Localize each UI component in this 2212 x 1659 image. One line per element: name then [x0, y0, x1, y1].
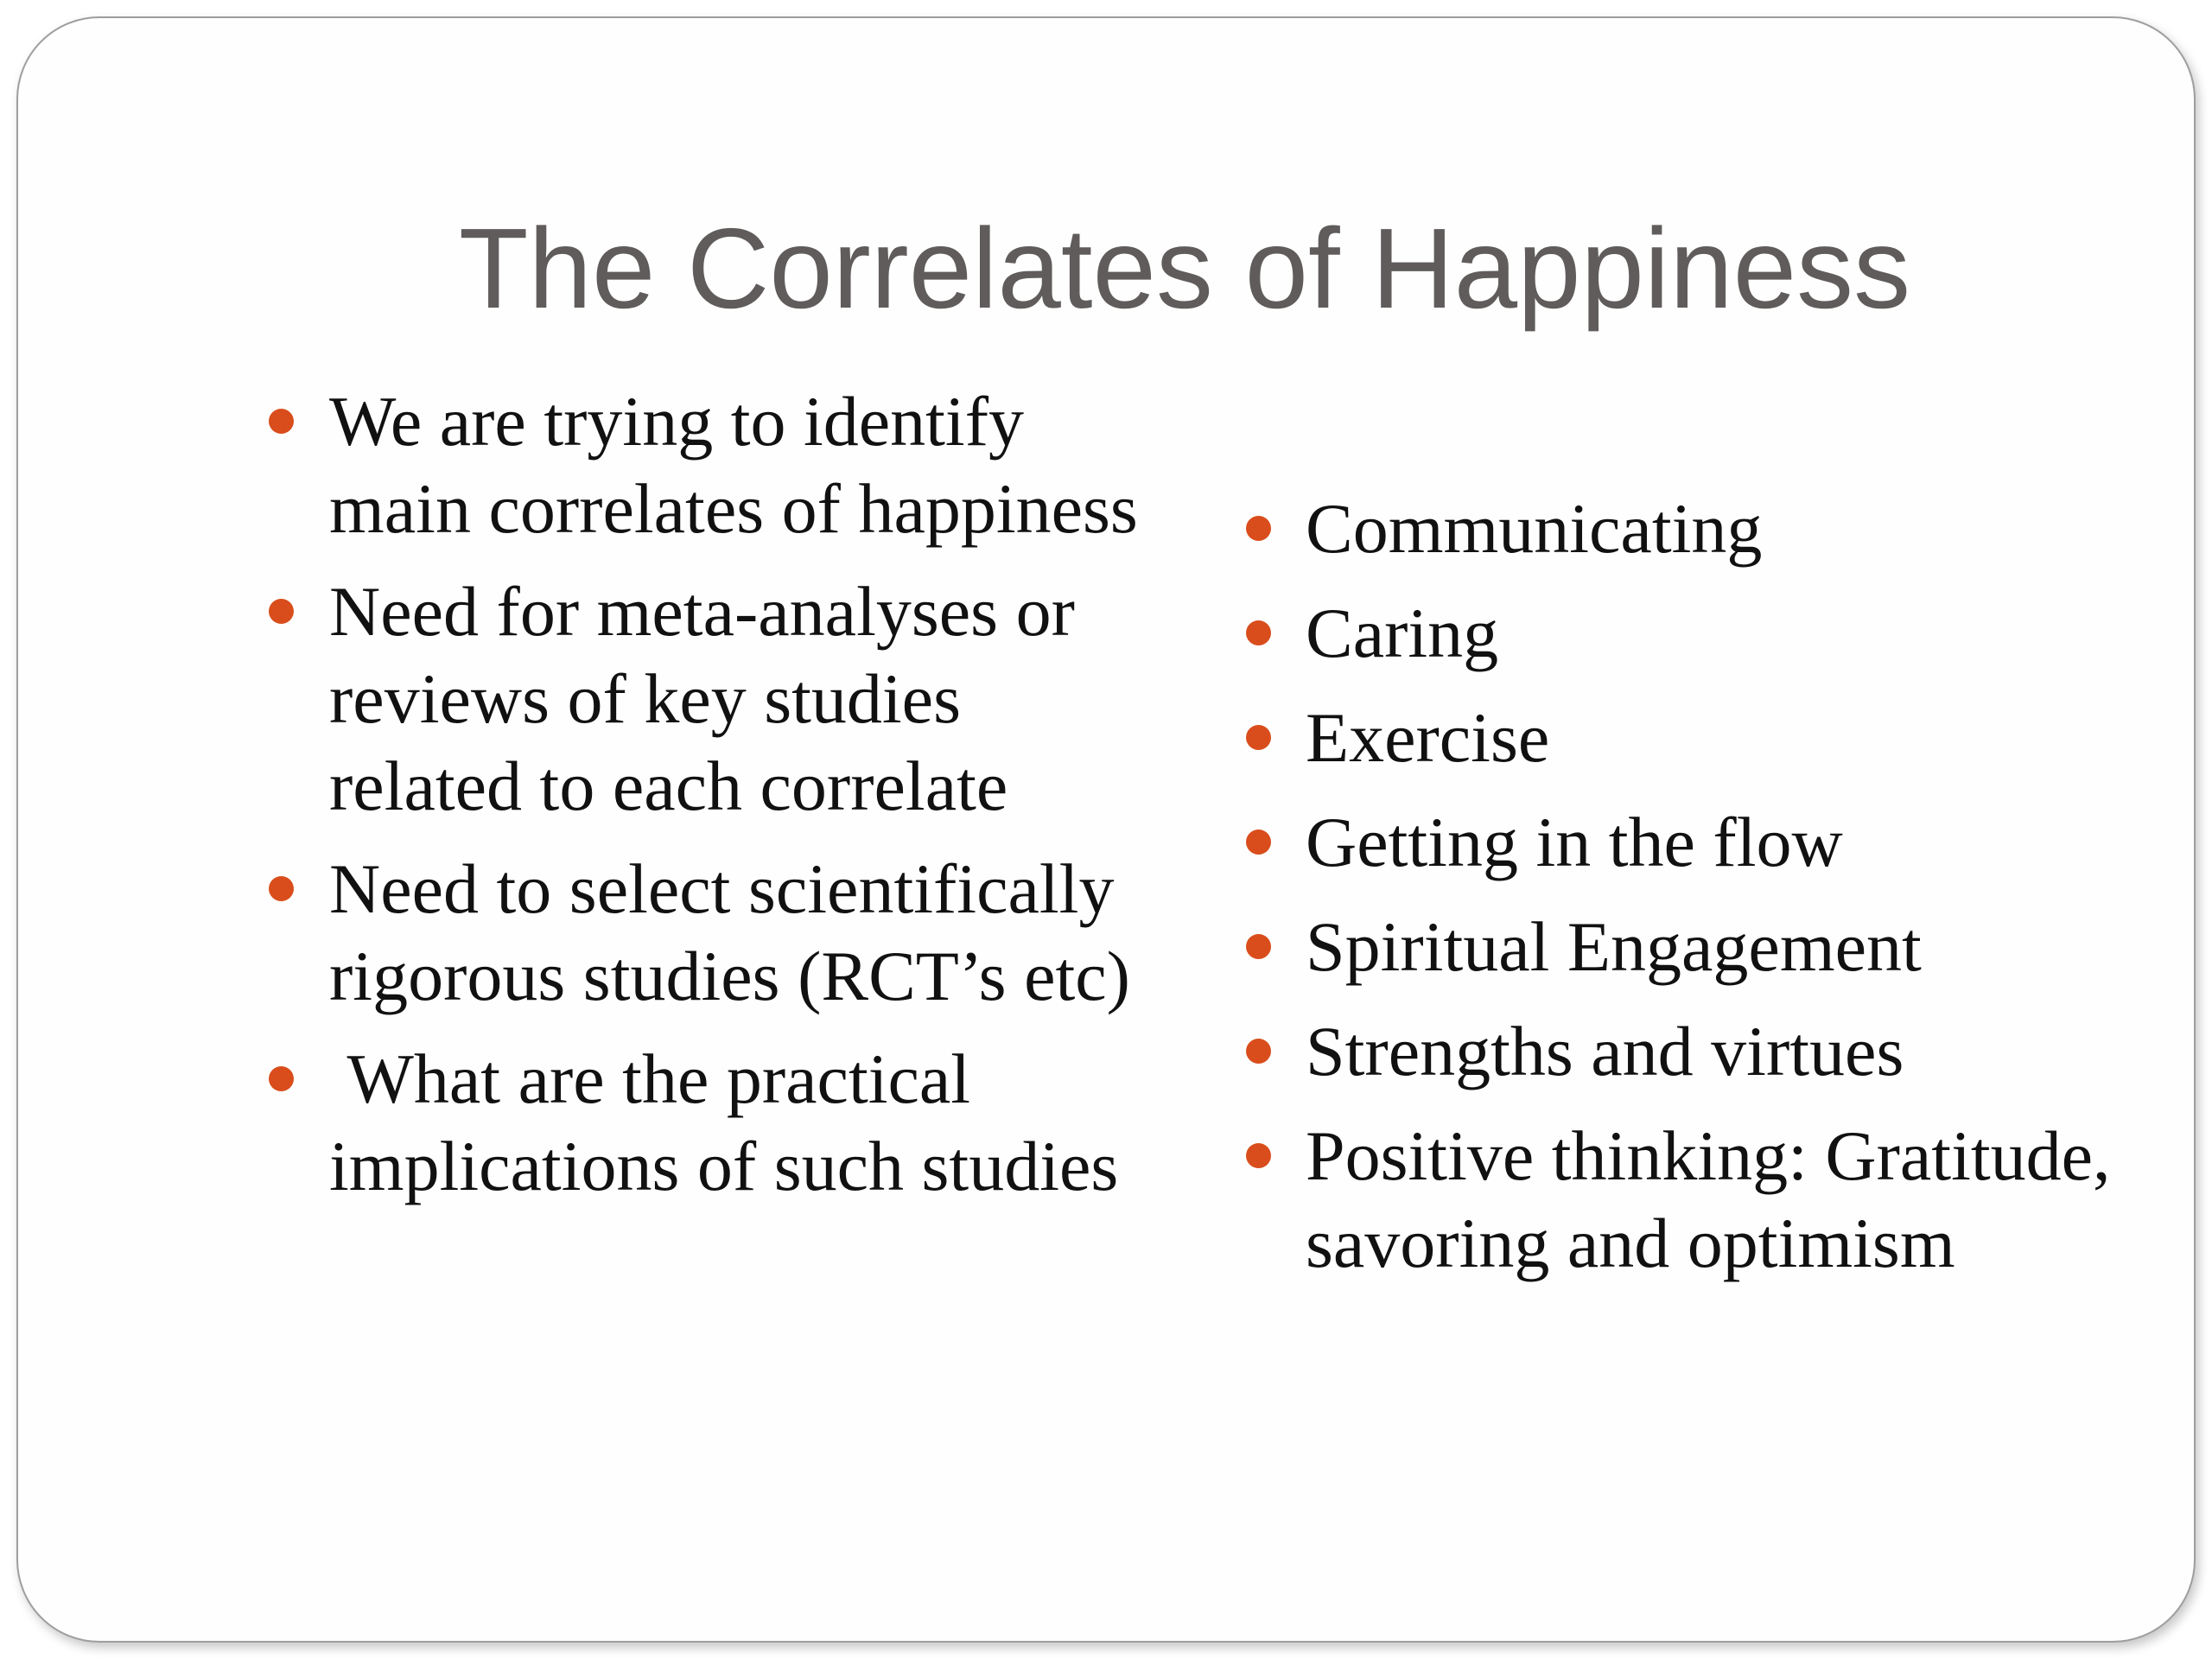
bullet-dot-icon	[269, 1066, 294, 1091]
bullet-text: What are the practical implications of such studies	[329, 1039, 1119, 1205]
right-bullet-list	[1306, 485, 2187, 1304]
list-item	[329, 1035, 1159, 1210]
bullet-text: Need to select scientifically rigorous studies (RCT’s etc)	[329, 849, 1130, 1015]
bullet-text: Positive thinking: Gratitude, savoring and optimism	[1306, 1116, 2111, 1282]
bullet-text: Spiritual Engagement	[1306, 907, 1922, 986]
bullet-dot-icon	[1246, 830, 1271, 855]
bullet-dot-icon	[1246, 1143, 1271, 1168]
list-item	[1306, 485, 2187, 572]
list-item	[329, 568, 1159, 830]
bullet-text: Exercise	[1306, 698, 1550, 777]
bullet-text: Getting in the flow	[1306, 803, 1843, 881]
bullet-dot-icon	[1246, 620, 1271, 645]
bullet-dot-icon	[1246, 1039, 1271, 1064]
list-item	[329, 378, 1159, 552]
bullet-text: Caring	[1306, 594, 1499, 672]
bullet-text: Strengths and virtues	[1306, 1012, 1904, 1090]
list-item	[1306, 694, 2187, 781]
bullet-dot-icon	[1246, 934, 1271, 959]
list-item	[1306, 1112, 2187, 1287]
bullet-text: Communicating	[1306, 489, 1763, 568]
left-bullet-list	[329, 378, 1159, 1225]
list-item	[1306, 903, 2187, 990]
slide	[16, 16, 2196, 1643]
bullet-dot-icon	[1246, 516, 1271, 541]
bullet-dot-icon	[269, 409, 294, 434]
bullet-dot-icon	[269, 599, 294, 624]
list-item	[1306, 589, 2187, 677]
list-item	[1306, 1007, 2187, 1095]
list-item	[329, 845, 1159, 1020]
bullet-text: Need for meta-analyses or reviews of key studies related to each correlate	[329, 572, 1075, 825]
slide-title: The Correlates of Happiness	[458, 205, 1911, 332]
list-item	[1306, 798, 2187, 886]
bullet-dot-icon	[1246, 725, 1271, 750]
bullet-text: We are trying to identify main correlates of happiness	[329, 382, 1138, 548]
bullet-dot-icon	[269, 876, 294, 901]
